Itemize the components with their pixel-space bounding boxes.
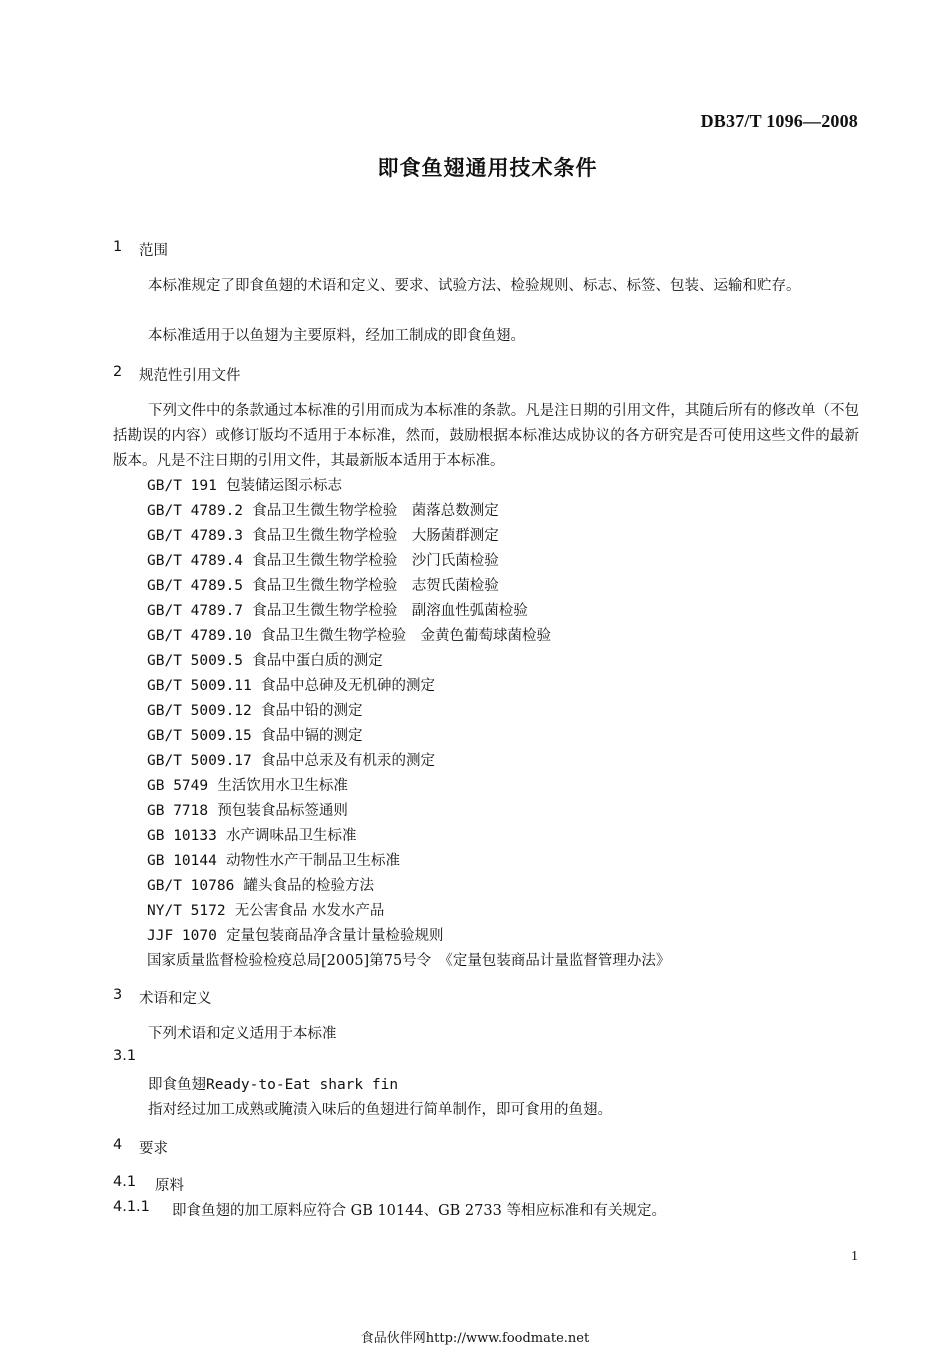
reference-title: 食品卫生微生物学检验 菌落总数测定 [252,503,499,519]
footer-watermark: 食品伙伴网http://www.foodmate.net [360,1331,590,1346]
clause-4-1-1-text: 即食鱼翅的加工原料应符合 GB 10144、GB 2733 等相应标准和有关规定。 [172,1203,666,1219]
reference-code: GB/T 5009.11 [147,678,252,694]
section-2-intro: 下列文件中的条款通过本标准的引用而成为本标准的条款。凡是注日期的引用文件，其随后所有的修改单（不包括勘误的内容）或修订版均不适用于本标准，然而，鼓励根据本标准达成协议的各方研究是否可使用这些文件的最新版本。凡是不注日期的引用文件，其最新版本适用于本标准。 [113,403,859,469]
reference-item [147,599,670,624]
term-heading [148,1073,398,1094]
reference-code: GB 7718 [147,803,209,819]
reference-code: GB/T 5009.15 [147,728,252,744]
reference-code: GB 10144 [147,853,217,869]
reference-item [147,749,670,774]
document-title: 即食鱼翅通用技术条件 [377,156,598,180]
reference-regulation: 国家质量监督检验检疫总局[2005]第75号令 《定量包装商品计量监督管理办法》 [147,953,671,969]
normative-references-list [147,474,670,974]
reference-title: 食品中蛋白质的测定 [252,653,383,669]
reference-item [147,524,670,549]
reference-title: 预包装食品标签通则 [217,803,348,819]
reference-item [147,699,670,724]
reference-title: 食品中总砷及无机砷的测定 [260,678,435,694]
section-3-intro: 下列术语和定义适用于本标准 [148,1026,337,1042]
reference-code: GB/T 4789.2 [147,503,244,519]
reference-title: 食品卫生微生物学检验 志贺氏菌检验 [252,578,499,594]
reference-item [147,549,670,574]
standard-number: DB37/T 1096—2008 [700,111,858,131]
reference-code: GB 5749 [147,778,209,794]
reference-item [147,649,670,674]
reference-title: 罐头食品的检验方法 [243,878,375,894]
reference-title: 食品卫生微生物学检验 大肠菌群测定 [252,528,499,544]
page-number: 1 [851,1249,858,1264]
reference-code: GB/T 4789.10 [147,628,252,644]
term-number: 3.1 [113,1048,137,1064]
clause-4-1-1-number: 4.1.1 [113,1199,150,1215]
reference-item [147,899,670,924]
reference-title: 定量包装商品净含量计量检验规则 [226,928,444,944]
reference-item [147,949,670,974]
reference-code: GB/T 5009.5 [147,653,244,669]
reference-code: GB/T 5009.12 [147,703,252,719]
section-2-number: 2 [113,364,123,380]
term-chinese: 即食鱼翅 [148,1077,206,1093]
reference-item [147,774,670,799]
reference-code: NY/T 5172 [147,903,226,919]
reference-code: GB/T 4789.3 [147,528,244,544]
reference-item [147,799,670,824]
reference-title: 动物性水产干制品卫生标准 [226,853,401,869]
reference-code: GB/T 4789.5 [147,578,244,594]
reference-title: 无公害食品 水发水产品 [234,903,385,919]
reference-code: GB/T 10786 [147,878,235,894]
section-2-heading: 规范性引用文件 [139,368,241,384]
section-3-number: 3 [113,987,123,1003]
reference-item [147,724,670,749]
reference-title: 食品卫生微生物学检验 沙门氏菌检验 [252,553,499,569]
reference-item [147,849,670,874]
reference-code: JJF 1070 [147,928,217,944]
reference-title: 食品卫生微生物学检验 副溶血性弧菌检验 [252,603,528,619]
reference-code: GB/T 4789.4 [147,553,244,569]
subsection-4-1-number: 4.1 [113,1174,137,1190]
reference-code: GB 10133 [147,828,217,844]
subsection-4-1-heading: 原料 [155,1178,184,1194]
section-1-number: 1 [113,239,123,255]
section-1-heading: 范围 [139,243,168,259]
reference-item [147,474,670,499]
reference-item [147,824,670,849]
reference-title: 水产调味品卫生标准 [226,828,357,844]
section-4-heading: 要求 [139,1141,168,1157]
reference-title: 食品卫生微生物学检验 金黄色葡萄球菌检验 [260,628,551,644]
term-definition: 指对经过加工成熟或腌渍入味后的鱼翅进行简单制作，即可食用的鱼翅。 [148,1102,612,1118]
reference-title: 食品中总汞及有机汞的测定 [260,753,435,769]
section-4-number: 4 [113,1137,123,1153]
section-3-heading: 术语和定义 [139,991,212,1007]
term-english: Ready-to-Eat shark fin [206,1077,399,1093]
reference-title: 生活饮用水卫生标准 [217,778,348,794]
section-1-paragraph-2: 本标准适用于以鱼翅为主要原料，经加工制成的即食鱼翅。 [148,328,525,344]
reference-code: GB/T 4789.7 [147,603,244,619]
reference-code: GB/T 191 [147,478,217,494]
reference-title: 包装储运图示标志 [226,478,343,494]
reference-item [147,674,670,699]
reference-item [147,624,670,649]
reference-item [147,924,670,949]
section-1-paragraph-1: 本标准规定了即食鱼翅的术语和定义、要求、试验方法、检验规则、标志、标签、包装、运输和贮存。 [148,278,801,294]
reference-item [147,574,670,599]
reference-title: 食品中铅的测定 [260,703,363,719]
reference-code: GB/T 5009.17 [147,753,252,769]
reference-title: 食品中镉的测定 [260,728,363,744]
reference-item [147,499,670,524]
reference-item [147,874,670,899]
